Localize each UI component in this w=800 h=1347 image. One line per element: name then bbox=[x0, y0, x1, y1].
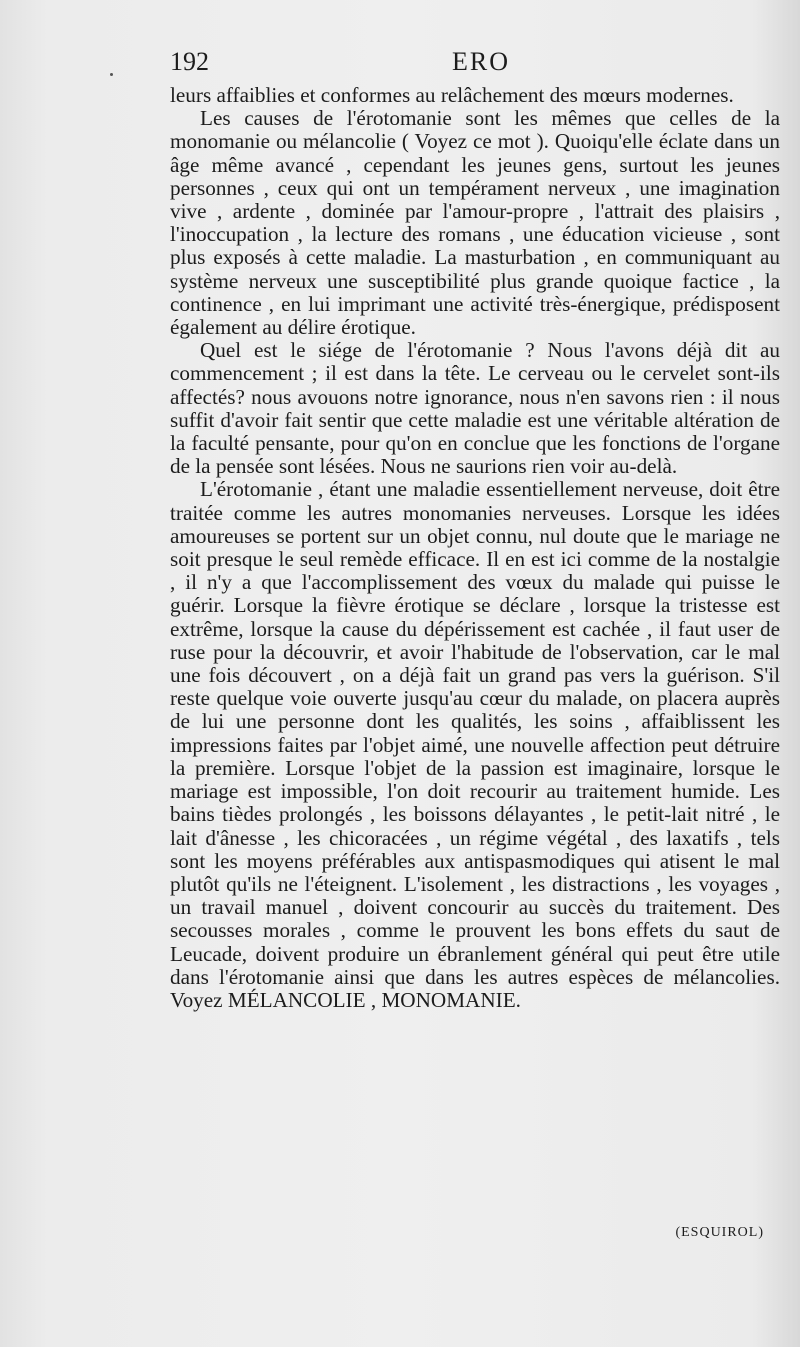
page-number: 192 bbox=[170, 47, 209, 76]
page-header bbox=[170, 47, 770, 79]
paragraph-siege: Quel est le siége de l'érotomanie ? Nous l'avons déjà dit au commencement ; il est dans la tête. Le cerveau ou le cervelet sont-ils affectés? nous avouons notre ignorance, nous n'en savons rien : il nous suffit d'avoir fait sentir que cette maladie est une véritable altération de la faculté pensante, pour qu'on en conclue que les fonctions de l'organe de la pensée sont lésées. Nous ne saurions rien voir au-delà. bbox=[170, 338, 780, 479]
paragraph-treatment: L'érotomanie , étant une maladie essentiellement nerveuse, doit être traitée comme les autres monomanies nerveuses. Lorsque les idées amoureuses se portent sur un objet connu, nul doute que le mariage ne soit presque le seul remède efficace. Il en est ici comme de la nostalgie , il n'y a que l'accomplissement des vœux du malade qui puisse le guérir. Lorsque la fièvre érotique se déclare , lorsque la tristesse est extrême, lorsque la cause du dépérissement est cachée , il faut user de ruse pour la découvrir, et avoir l'habitude de l'observation, car le mal une fois découvert , on a déjà fait un grand pas vers la guérison. S'il reste quelque voie ouverte jusqu'au cœur du malade, on placera auprès de lui une personne dont les qualités, les soins , affaiblissent les impressions faites par l'objet aimé, une nouvelle affection peut détruire la première. Lorsque l'objet de la passion est imaginaire, lorsque le mariage est impossible, l'on doit recourir au traitement humide. Les bains tièdes prolongés , les boissons délayantes , le petit-lait nitré , le lait d'ânesse , les chicoracées , un régime végétal , des laxatifs , tels sont les moyens préférables aux antispasmodiques qui atisent le mal plutôt qu'ils ne l'éteignent. L'isolement , les distractions , les voyages , un travail manuel , doivent concourir au succès du traitement. Des secousses morales , comme le prouvent les bons effets du saut de Leucade, doivent produire un ébranlement général qui peut être utile dans l'érotomanie ainsi que dans les autres espèces de mélancolies. Voyez MÉLANCOLIE , MONOMANIE. bbox=[170, 477, 780, 1012]
running-head: ERO bbox=[452, 47, 510, 76]
margin-ink-dot bbox=[110, 73, 113, 76]
author-signature: (ESQUIROL) bbox=[675, 1225, 764, 1240]
body-text bbox=[170, 84, 780, 1012]
paragraph-causes: Les causes de l'érotomanie sont les mêmes que celles de la monomanie ou mélancolie ( Voyez ce mot ). Quoiqu'elle éclate dans un âge même avancé , cependant les jeunes gens, surtout les jeunes personnes , ceux qui ont un tempérament nerveux , une imagination vive , ardente , dominée par l'amour-propre , l'attrait des plaisirs , l'inoccupation , la lecture des romans , une éducation vicieuse , sont plus exposés à cette maladie. La masturbation , en communiquant au système nerveux une susceptibilité plus grande quoique factice , la continence , en lui imprimant une activité très-énergique, prédisposent également au délire érotique. bbox=[170, 106, 780, 340]
paragraph-continued: leurs affaiblies et conformes au relâchement des mœurs modernes. bbox=[170, 83, 734, 107]
